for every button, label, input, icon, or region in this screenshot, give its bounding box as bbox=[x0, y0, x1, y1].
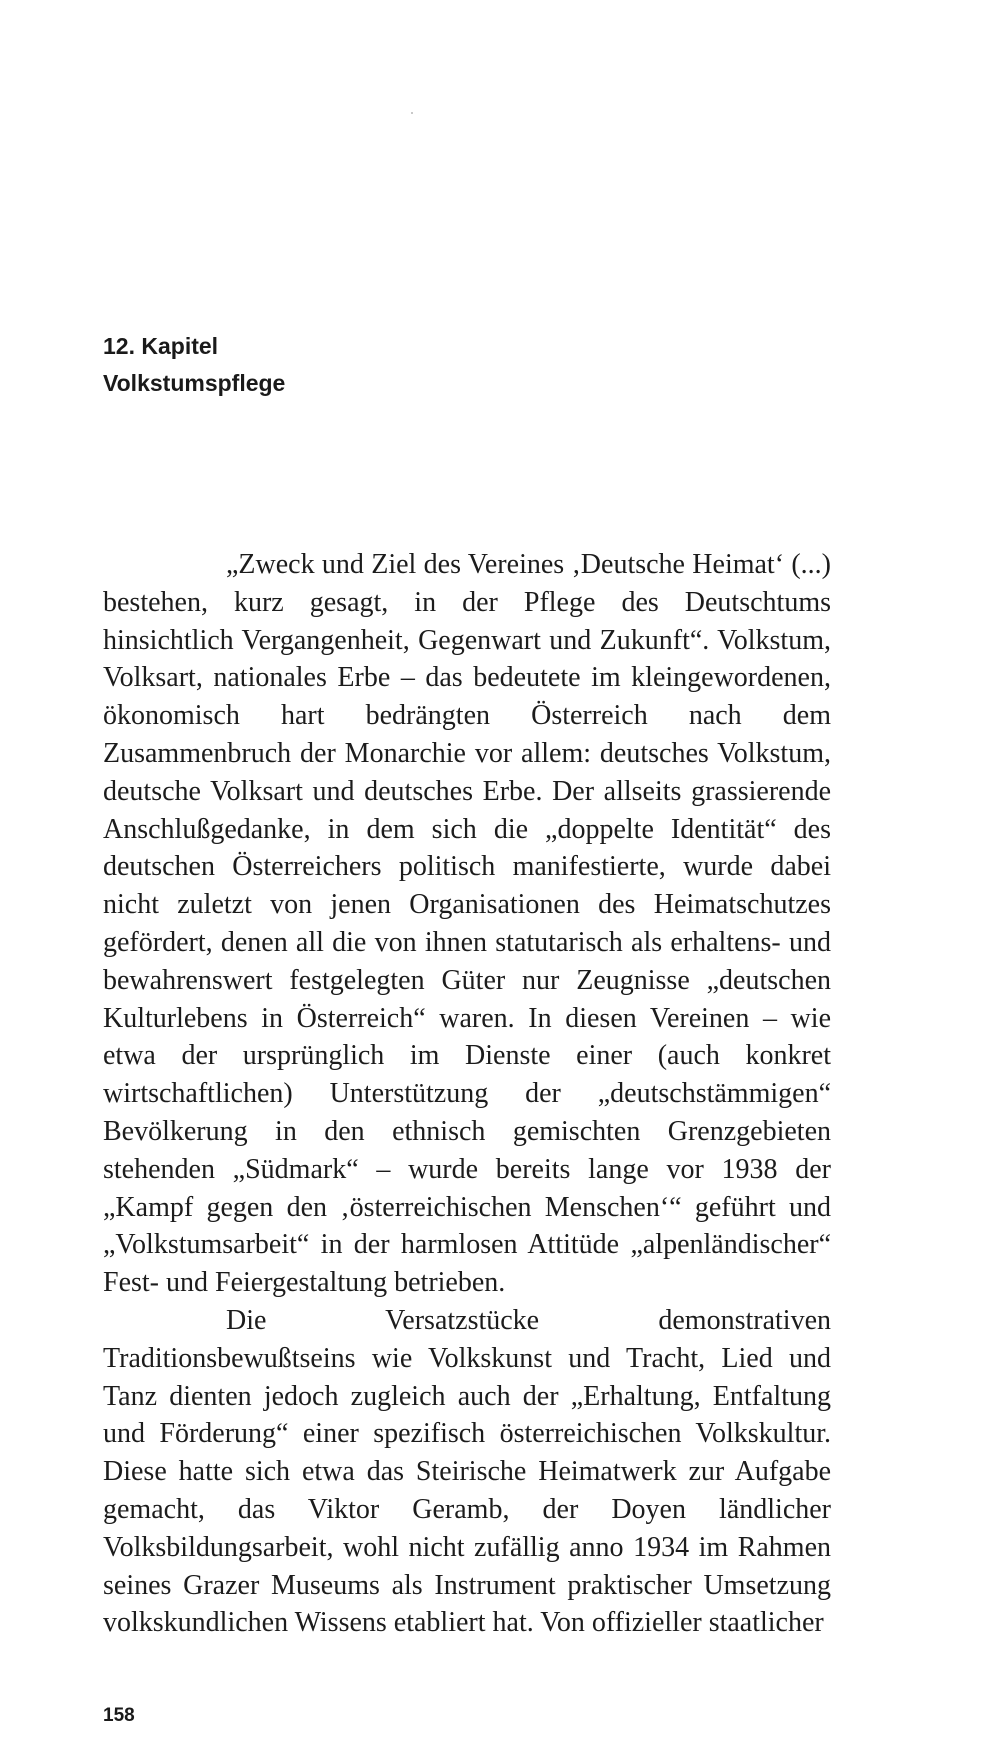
scan-speck bbox=[411, 112, 413, 114]
body-text bbox=[103, 546, 831, 1642]
paragraph: Die Versatzstücke demonstrativen Traditionsbewußtseins wie Volkskunst und Tracht, Lied und Tanz dienten jedoch zugleich auch der „Erhaltung, Entfaltung und Förderung“ einer spezifisch österreichischen Volkskultur. Diese hatte sich etwa das Steirische Heimatwerk zur Aufgabe gemacht, das Viktor Geramb, der Doyen ländlicher Volksbildungsarbeit, wohl nicht zufällig anno 1934 im Rahmen seines Grazer Museums als Instrument praktischer Umsetzung volkskundlichen Wissens etabliert hat. Von offizieller staatlicher bbox=[103, 1304, 831, 1639]
chapter-title: Volkstumspflege bbox=[103, 370, 286, 396]
paragraph: „Zweck und Ziel des Vereines ‚Deutsche Heimat‘ (...) bestehen, kurz gesagt, in der Pflege des Deutschtums hinsichtlich Vergangenheit, Gegenwart und Zukunft“. Volkstum, Volksart, nationales Erbe – das bedeutete im kleingewordenen, ökonomisch hart bedrängten Österreich nach dem Zusammenbruch der Monarchie vor allem: deutsches Volkstum, deutsche Volksart und deutsches Erbe. Der allseits grassierende Anschlußgedanke, in dem sich die „doppelte Identität“ des deutschen Österreichers politisch manifestierte, wurde dabei nicht zuletzt von jenen Organisationen des Heimatschutzes gefördert, denen all die von ihnen statutarisch als erhaltens- und bewahrenswert festgelegten Güter nur Zeugnisse „deutschen Kulturlebens in Österreich“ waren. In diesen Vereinen – wie etwa der ursprünglich im Dienste einer (auch konkret wirtschaftlichen) Unterstützung der „deutschstämmigen“ Bevölkerung in den ethnisch gemischten Grenzgebieten stehenden „Südmark“ – wurde bereits lange vor 1938 der „Kampf gegen den ‚österreichischen Menschen‘“ geführt und „Volkstumsarbeit“ in der harmlosen Attitüde „alpenländischer“ Fest- und Feiergestaltung betrieben. bbox=[103, 549, 831, 1299]
chapter-heading bbox=[103, 328, 285, 402]
chapter-number: 12. Kapitel bbox=[103, 333, 219, 359]
page-number: 158 bbox=[103, 1705, 135, 1726]
